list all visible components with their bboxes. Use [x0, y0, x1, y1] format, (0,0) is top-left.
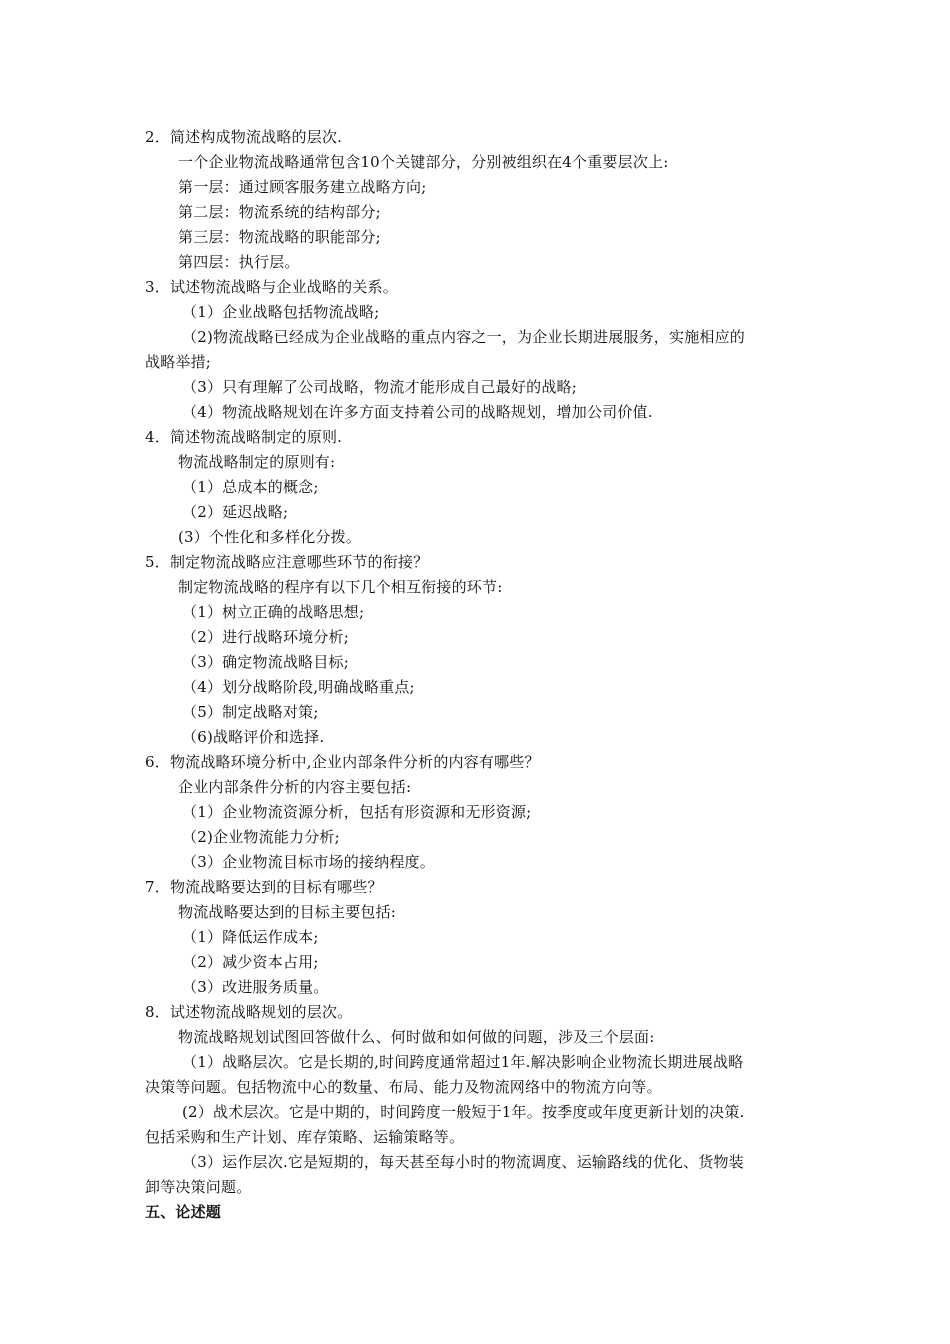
question-6-item: （3）企业物流目标市场的接纳程度。 [182, 853, 435, 871]
question-6-item: （2)企业物流能力分析; [182, 828, 340, 846]
question-5-item: （1）树立正确的战略思想; [182, 603, 365, 621]
question-3-item: （2)物流战略已经成为企业战略的重点内容之一，为企业长期进展服务，实施相应的 [182, 328, 745, 346]
question-5-item: （3）确定物流战略目标; [182, 653, 349, 671]
question-4-title: 4．简述物流战略制定的原则. [145, 428, 343, 446]
question-8-title: 8．试述物流战略规划的层次。 [145, 1003, 353, 1021]
question-6-title: 6．物流战略环境分析中,企业内部条件分析的内容有哪些？ [145, 753, 540, 771]
question-8-item-continued: 包括采购和生产计划、库存策略、运输策略等。 [145, 1128, 465, 1146]
question-3-item: （3）只有理解了公司战略，物流才能形成自己最好的战略; [182, 378, 577, 396]
question-6-item: （1）企业物流资源分析，包括有形资源和无形资源; [182, 803, 532, 821]
question-8-item: （1）战略层次。它是长期的,时间跨度通常超过1年.解决影响企业物流长期进展战略 [182, 1053, 744, 1071]
question-5-item: （5）制定战略对策; [182, 703, 319, 721]
question-6-intro: 企业内部条件分析的内容主要包括: [178, 778, 412, 796]
question-7-title: 7．物流战略要达到的目标有哪些？ [145, 878, 383, 896]
question-5-item: （4）划分战略阶段,明确战略重点; [182, 678, 415, 696]
question-7-intro: 物流战略要达到的目标主要包括: [178, 903, 397, 921]
question-3-title: 3．试述物流战略与企业战略的关系。 [145, 278, 398, 296]
section-5-heading: 五、论述题 [145, 1203, 222, 1221]
question-4-item: （2）延迟战略; [182, 503, 289, 521]
question-5-item: （6)战略评价和选择. [182, 728, 325, 746]
question-7-item: （2）减少资本占用; [182, 953, 319, 971]
question-8-item: (2）战术层次。它是中期的，时间跨度一般短于1年。按季度或年度更新计划的决策. [182, 1103, 745, 1121]
question-3-item: （1）企业战略包括物流战略; [182, 303, 380, 321]
question-3-item: （4）物流战略规划在许多方面支持着公司的战略规划，增加公司价值. [182, 403, 653, 421]
question-8-item: （3）运作层次.它是短期的，每天甚至每小时的物流调度、运输路线的优化、货物装 [182, 1153, 744, 1171]
question-2-title: 2．简述构成物流战略的层次. [145, 128, 343, 146]
question-5-intro: 制定物流战略的程序有以下几个相互衔接的环节: [178, 578, 503, 596]
question-7-item: （3）改进服务质量。 [182, 978, 329, 996]
question-8-item-continued: 决策等问题。包括物流中心的数量、布局、能力及物流网络中的物流方向等。 [145, 1078, 662, 1096]
question-4-item: （1）总成本的概念; [182, 478, 319, 496]
question-2-item: 第四层：执行层。 [178, 253, 300, 271]
question-4-item: (3）个性化和多样化分拨。 [178, 528, 361, 546]
question-2-item: 第三层：物流战略的职能部分; [178, 228, 381, 246]
question-8-item-continued: 卸等决策问题。 [145, 1178, 252, 1196]
question-2-item: 第二层：物流系统的结构部分; [178, 203, 381, 221]
question-8-intro: 物流战略规划试图回答做什么、何时做和如何做的问题，涉及三个层面: [178, 1028, 655, 1046]
question-5-item: （2）进行战略环境分析; [182, 628, 349, 646]
question-2-intro: 一个企业物流战略通常包含10个关键部分，分别被组织在4个重要层次上: [178, 153, 669, 171]
question-3-item-continued: 战略举措; [145, 353, 212, 371]
question-2-item: 第一层：通过顾客服务建立战略方向; [178, 178, 427, 196]
document-page [145, 125, 810, 1225]
question-5-title: 5．制定物流战略应注意哪些环节的衔接？ [145, 553, 429, 571]
question-4-intro: 物流战略制定的原则有: [178, 453, 336, 471]
question-7-item: （1）降低运作成本; [182, 928, 319, 946]
